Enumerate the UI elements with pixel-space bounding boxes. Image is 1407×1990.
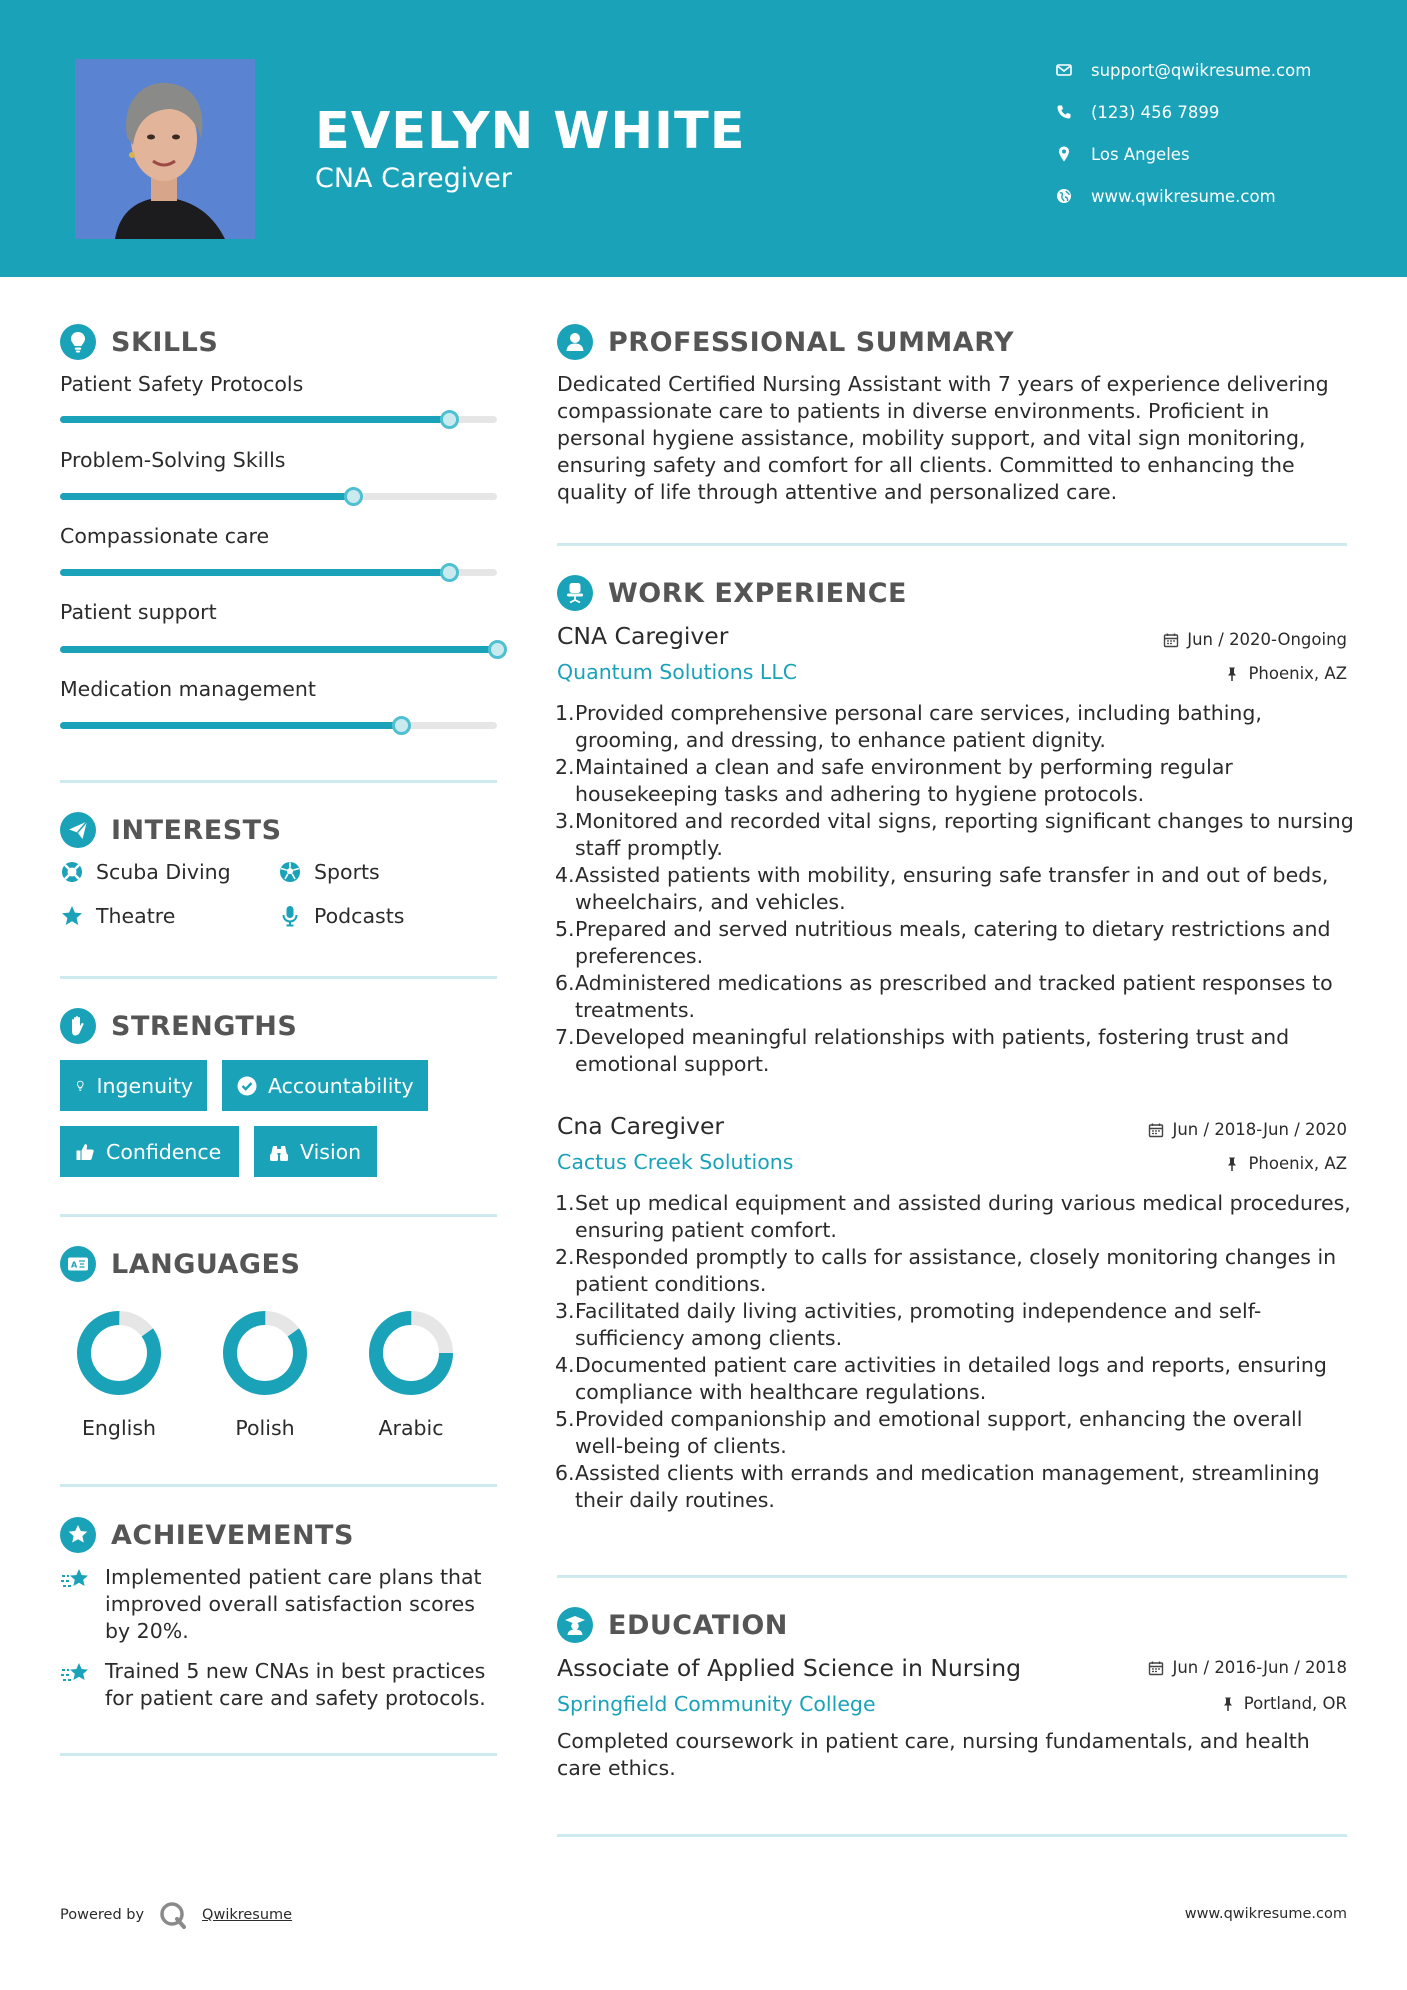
resume-header — [0, 0, 1407, 277]
skill-label: Patient support — [60, 600, 217, 624]
education-degree: Associate of Applied Science in Nursing — [557, 1654, 1022, 1682]
education-dates-text: Jun / 2016-Jun / 2018 — [1172, 1658, 1347, 1677]
languages-heading-text: LANGUAGES — [111, 1248, 301, 1280]
skill-bar — [60, 493, 497, 500]
job-bullet: 6. Assisted clients with errands and medication management, streamlining their daily routines. — [555, 1461, 1320, 1512]
contact-website-text: www.qwikresume.com — [1091, 186, 1276, 206]
language-label: English — [81, 1416, 157, 1440]
user-icon — [557, 324, 593, 360]
job-bullet-text: Provided comprehensive personal care services, including bathing, grooming, and dressing, to enhance patient dignity. — [575, 701, 1262, 752]
contact-location-text: Los Angeles — [1091, 144, 1190, 164]
strength-label: Confidence — [106, 1139, 222, 1164]
svg-text:A: A — [71, 1260, 78, 1270]
job-dates — [1148, 1120, 1347, 1139]
achievement-text: Trained 5 new CNAs in best practices for patient care and safety protocols. — [105, 1659, 486, 1710]
strength-tag — [60, 1126, 239, 1177]
check-circle-icon — [236, 1075, 258, 1097]
section-divider — [557, 1834, 1347, 1837]
calendar-icon — [1148, 1660, 1164, 1676]
section-divider — [557, 1575, 1347, 1578]
skill-label: Problem-Solving Skills — [60, 448, 286, 472]
job-location — [1224, 664, 1347, 683]
education-heading — [557, 1607, 788, 1643]
summary-heading — [557, 324, 1014, 360]
donut-arc — [220, 1308, 310, 1398]
job-bullet: 2. Maintained a clean and safe environment by performing regular housekeeping tasks and adhering to hygiene protocols. — [555, 755, 1233, 806]
job-location-text: Phoenix, AZ — [1248, 664, 1347, 683]
skill-bar-knob — [440, 410, 459, 429]
job-bullet: 3. Facilitated daily living activities, promoting independence and self-sufficiency among clients. — [555, 1299, 1262, 1350]
languages-heading — [60, 1246, 300, 1282]
skill-bar — [60, 416, 497, 423]
education-location-text: Portland, OR — [1243, 1694, 1347, 1713]
language-donut — [74, 1308, 164, 1398]
pushpin-icon — [1220, 1696, 1236, 1712]
job-bullet: 7. Developed meaningful relationships with patients, fostering trust and emotional support. — [555, 1025, 1290, 1076]
education-location — [1220, 1694, 1347, 1713]
education-heading-text: EDUCATION — [608, 1609, 788, 1641]
job-bullet: 6. Administered medications as prescribed and tracked patient responses to treatments. — [555, 971, 1333, 1022]
job-location-text: Phoenix, AZ — [1248, 1154, 1347, 1173]
skill-bar-fill — [60, 493, 353, 500]
life-ring-icon — [60, 860, 84, 884]
language-item — [351, 1308, 471, 1440]
language-label: Arabic — [378, 1416, 444, 1440]
job-bullet: 3. Monitored and recorded vital signs, reporting significant changes to nursing staff promptly. — [555, 809, 1354, 860]
strength-tag — [60, 1060, 207, 1111]
section-divider — [60, 976, 497, 979]
skill-bar-fill — [60, 416, 449, 423]
strength-tag — [254, 1126, 377, 1177]
achievements-heading-text: ACHIEVEMENTS — [111, 1519, 354, 1551]
powered-by-text: Powered by — [60, 1907, 145, 1923]
donut-arc — [74, 1308, 164, 1398]
interest-label: Podcasts — [314, 904, 405, 928]
interest-item — [60, 860, 231, 884]
job-bullet-text: Responded promptly to calls for assistance, closely monitoring changes in patient conditions. — [575, 1245, 1337, 1296]
skill-bar-fill — [60, 646, 497, 653]
achievement-item — [60, 1658, 500, 1712]
candidate-name: EVELYN WHITE — [315, 102, 746, 161]
job-dates-text: Jun / 2018-Jun / 2020 — [1172, 1120, 1347, 1139]
job-bullets — [557, 700, 1357, 1078]
job-title: Cna Caregiver — [557, 1112, 725, 1140]
job-bullet: 2. Responded promptly to calls for assistance, closely monitoring changes in patient conditions. — [555, 1245, 1337, 1296]
skill-bar-knob — [440, 563, 459, 582]
qwikresume-logo-icon — [158, 1900, 188, 1930]
lightbulb-icon — [60, 324, 96, 360]
job-dates — [1163, 630, 1347, 649]
education-dates — [1148, 1658, 1347, 1677]
contact-website[interactable] — [1055, 182, 1276, 210]
skill-bar — [60, 646, 497, 653]
skill-bar-knob — [392, 716, 411, 735]
contact-phone-text: (123) 456 7899 — [1091, 102, 1220, 122]
graduate-icon — [557, 1607, 593, 1643]
job-location — [1224, 1154, 1347, 1173]
job-bullet: 5. Provided companionship and emotional support, enhancing the overall well-being of clients. — [555, 1407, 1303, 1458]
thumbs-up-icon — [74, 1141, 96, 1163]
qwikresume-link[interactable]: Qwikresume — [202, 1907, 293, 1923]
strengths-heading — [60, 1008, 297, 1044]
achievement-text: Implemented patient care plans that improved overall satisfaction scores by 20%. — [105, 1565, 482, 1643]
experience-heading — [557, 575, 907, 611]
skill-bar-knob — [488, 640, 507, 659]
shooting-star-icon — [60, 1660, 92, 1688]
skills-heading-text: SKILLS — [111, 326, 219, 358]
interests-heading — [60, 812, 282, 848]
skill-bar-fill — [60, 569, 449, 576]
strength-label: Accountability — [268, 1073, 414, 1098]
job-bullet-text: Provided companionship and emotional support, enhancing the overall well-being of clients. — [575, 1407, 1303, 1458]
profile-photo — [75, 59, 255, 239]
interest-item — [278, 860, 380, 884]
skill-bar-knob — [344, 487, 363, 506]
job-bullet-text: Assisted clients with errands and medication management, streamlining their daily routines. — [575, 1461, 1320, 1512]
microphone-icon — [278, 904, 302, 928]
language-donut — [220, 1308, 310, 1398]
pushpin-icon — [1224, 666, 1240, 682]
section-divider — [557, 543, 1347, 546]
job-bullet-text: Facilitated daily living activities, promoting independence and self-sufficiency among clients. — [575, 1299, 1262, 1350]
contact-location — [1055, 140, 1190, 168]
summary-heading-text: PROFESSIONAL SUMMARY — [608, 326, 1015, 358]
job-bullet-text: Assisted patients with mobility, ensuring safe transfer in and out of beds, wheelchairs, and vehicles. — [575, 863, 1329, 914]
job-company: Cactus Creek Solutions — [557, 1150, 794, 1174]
job-bullet-text: Monitored and recorded vital signs, reporting significant changes to nursing staff promptly. — [575, 809, 1354, 860]
job-bullet-text: Maintained a clean and safe environment by performing regular housekeeping tasks and adhering to hygiene protocols. — [575, 755, 1233, 806]
job-bullet-text: Prepared and served nutritious meals, catering to dietary restrictions and preferences. — [575, 917, 1331, 968]
job-title: CNA Caregiver — [557, 622, 729, 650]
contact-email[interactable] — [1055, 56, 1311, 84]
job-company: Quantum Solutions LLC — [557, 660, 798, 684]
skill-bar — [60, 722, 497, 729]
contact-phone[interactable] — [1055, 98, 1219, 126]
education-school: Springfield Community College — [557, 1692, 876, 1716]
star-icon — [60, 904, 84, 928]
interest-item — [60, 904, 175, 928]
language-item — [59, 1308, 179, 1440]
language-card-icon — [60, 1246, 96, 1282]
lightbulb-icon — [74, 1075, 86, 1097]
star-badge-icon — [60, 1517, 96, 1553]
job-bullet: 1. Provided comprehensive personal care services, including bathing, grooming, and dressing, to enhance patient dignity. — [555, 701, 1262, 752]
job-bullet: 5. Prepared and served nutritious meals, catering to dietary restrictions and preferences. — [555, 917, 1331, 968]
language-donut — [366, 1308, 456, 1398]
achievement-item — [60, 1564, 500, 1645]
calendar-icon — [1148, 1122, 1164, 1138]
interest-label: Scuba Diving — [96, 860, 231, 884]
section-divider — [60, 1484, 497, 1487]
paper-plane-icon — [60, 812, 96, 848]
job-bullet: 4. Documented patient care activities in detailed logs and reports, ensuring compliance with healthcare regulations. — [555, 1353, 1327, 1404]
language-label: Polish — [235, 1416, 295, 1440]
summary-text: Dedicated Certified Nursing Assistant with 7 years of experience delivering compassionate care to patients in diverse environments. Proficient in personal hygiene assistance, mobility support, and vital sign monitoring, ensuring safety and comfort for all clients. Committed to enhancing the quality of life through attentive and personalized care. — [557, 372, 1329, 504]
interest-label: Sports — [314, 860, 380, 884]
achievements-heading — [60, 1517, 354, 1553]
strength-label: Vision — [300, 1139, 362, 1164]
globe-icon — [1055, 187, 1073, 205]
experience-heading-text: WORK EXPERIENCE — [608, 577, 907, 609]
office-chair-icon — [557, 575, 593, 611]
job-bullet: 4. Assisted patients with mobility, ensuring safe transfer in and out of beds, wheelchairs, and vehicles. — [555, 863, 1329, 914]
skill-label: Compassionate care — [60, 524, 270, 548]
raised-hand-icon — [60, 1008, 96, 1044]
strength-label: Ingenuity — [96, 1073, 193, 1098]
job-bullet-text: Developed meaningful relationships with patients, fostering trust and emotional support. — [575, 1025, 1290, 1076]
interest-item — [278, 904, 404, 928]
education-description: Completed coursework in patient care, nursing fundamentals, and health care ethics. — [557, 1729, 1310, 1780]
phone-icon — [1055, 103, 1073, 121]
job-bullets — [557, 1190, 1357, 1514]
envelope-icon — [1055, 61, 1073, 79]
contact-email-text: support@qwikresume.com — [1091, 60, 1312, 80]
job-bullet-text: Documented patient care activities in detailed logs and reports, ensuring compliance with healthcare regulations. — [575, 1353, 1327, 1404]
binoculars-icon — [268, 1141, 290, 1163]
job-dates-text: Jun / 2020-Ongoing — [1187, 630, 1347, 649]
strength-tag — [222, 1060, 428, 1111]
shooting-star-icon — [60, 1566, 92, 1594]
skill-label: Medication management — [60, 677, 316, 701]
footer-url[interactable]: www.qwikresume.com — [1184, 1906, 1347, 1922]
section-divider — [60, 1214, 497, 1217]
interests-heading-text: INTERESTS — [111, 814, 282, 846]
skill-label: Patient Safety Protocols — [60, 372, 304, 396]
interest-label: Theatre — [96, 904, 176, 928]
strengths-heading-text: STRENGTHS — [111, 1010, 298, 1042]
candidate-title: CNA Caregiver — [315, 163, 512, 194]
footer-powered-by — [60, 1900, 292, 1930]
job-bullet-text: Set up medical equipment and assisted during various medical procedures, ensuring patient comfort. — [575, 1191, 1351, 1242]
skill-bar — [60, 569, 497, 576]
calendar-icon — [1163, 632, 1179, 648]
skill-bar-fill — [60, 722, 401, 729]
section-divider — [60, 1753, 497, 1756]
pushpin-icon — [1224, 1156, 1240, 1172]
soccer-ball-icon — [278, 860, 302, 884]
section-divider — [60, 780, 497, 783]
location-pin-icon — [1055, 145, 1073, 163]
job-bullet-text: Administered medications as prescribed and tracked patient responses to treatments. — [575, 971, 1333, 1022]
language-item — [205, 1308, 325, 1440]
skills-heading — [60, 324, 218, 360]
job-bullet: 1. Set up medical equipment and assisted during various medical procedures, ensuring patient comfort. — [555, 1191, 1351, 1242]
